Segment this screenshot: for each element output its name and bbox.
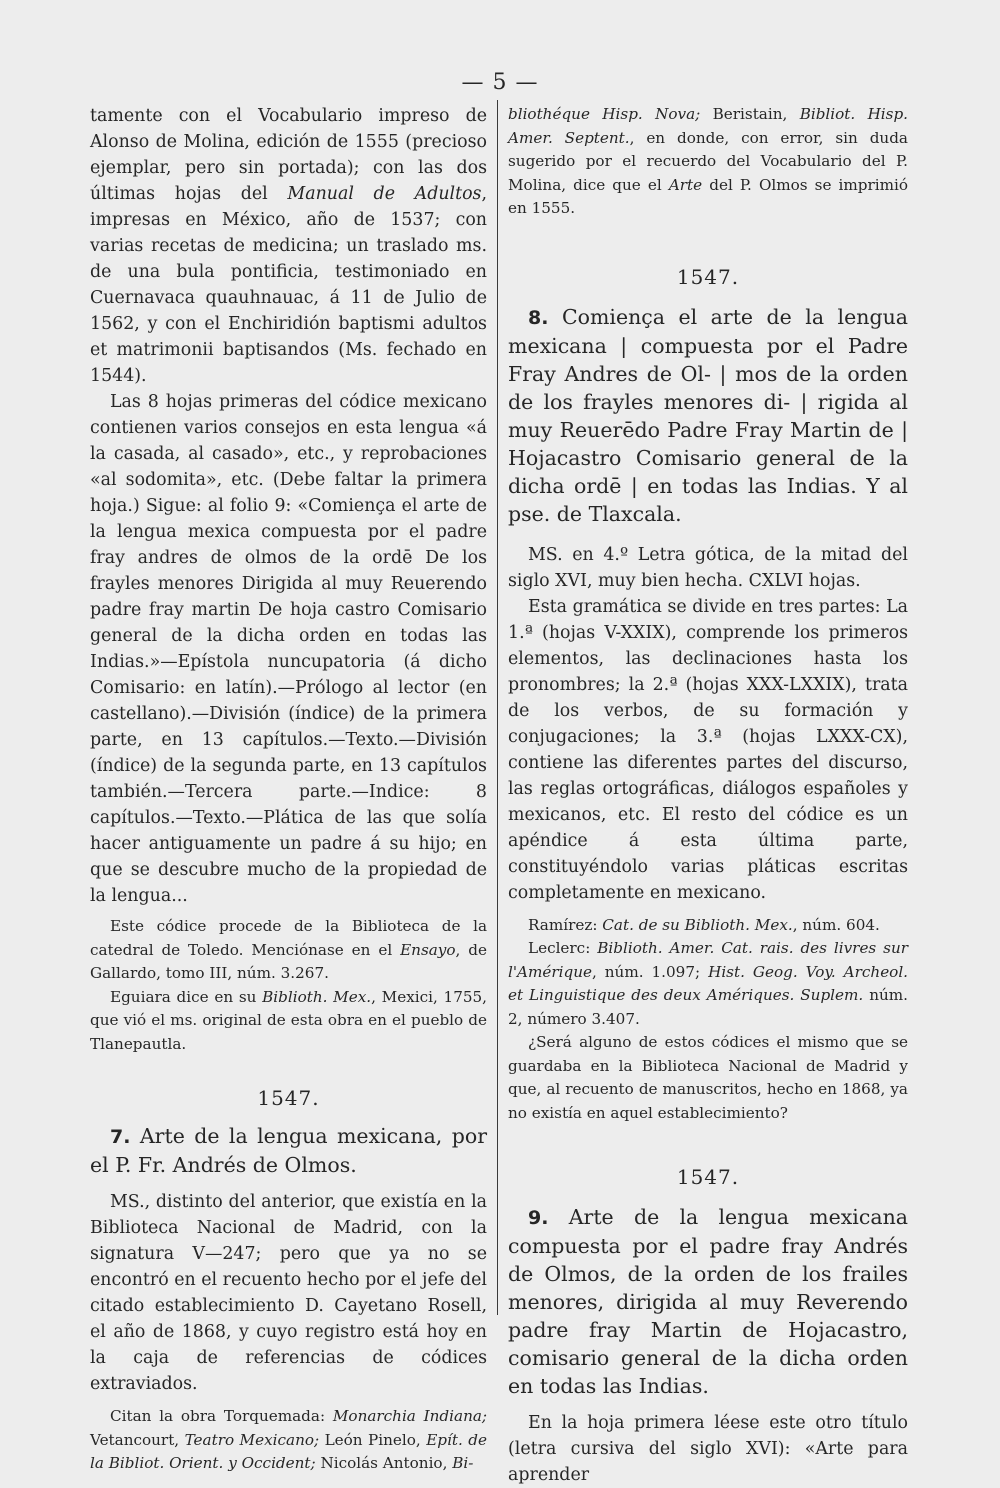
text-span: Arte de la lengua mexicana compuesta por el padre fray Andrés de Olmos, de la orden de los frailes menores, dirigida al muy Reverendo padre fray Martin de Hojacastro, comisario general de la dicha orden en todas las Indias. [508, 1205, 908, 1398]
year-heading-8: 1547. [676, 264, 740, 289]
text-span: , Mexici, 1755, que vió el ms. original de esta obra en el pueblo de Tlanepautla. [90, 987, 488, 1053]
year-heading-9: 1547. [676, 1165, 740, 1189]
note-4 [508, 914, 908, 938]
text-span: núm. 2, número 3.407. [508, 986, 909, 1028]
left-column [90, 103, 487, 1476]
book-title: Arte [668, 175, 703, 194]
book-title: bliothéque Hisp. Nova; [508, 105, 701, 123]
text-span: León Pinelo, [324, 1430, 421, 1449]
text-span: Arte de la lengua mexicana, por el P. Fr. Andrés de Olmos. [90, 1124, 487, 1177]
note-6: ¿Será alguno de estos códices el mismo que se guardaba en la Biblioteca Nacional de Madrid y que, al recuento de manuscritos, hecho en 1868, ya no existía en aquel establecimiento? [508, 1033, 908, 1122]
entry-7-body: MS., distinto del anterior, que existía en la Biblioteca Nacional de Madrid, con la signatura V—247; pero que ya no se encontró en el recuento hecho por el jefe del citado establecimiento D. Cayetano Rosell, el año de 1868, y cuyo registro está hoy en la caja de referencias de códices extraviados. [90, 1192, 487, 1394]
note-3 [90, 1405, 487, 1476]
text-span: Ramírez: [528, 915, 598, 934]
right-column [508, 103, 908, 1488]
entry-8-desc-1: MS. en 4.º Letra gótica, de la mitad del siglo XVI, muy bien hecha. CXLVI hojas. [508, 544, 908, 591]
entry-number: 9. [528, 1207, 549, 1229]
year-heading-7: 1547. [257, 1086, 320, 1110]
entry-8-title [508, 303, 908, 528]
book-title: Biblioth. Mex. [262, 987, 372, 1006]
note-1 [90, 915, 487, 986]
note-5 [508, 937, 908, 1031]
text-span: , impresas en México, año de 1537; con varias recetas de medicina; un traslado ms. de una bula pontificia, testimoniado en Cuernavaca quauhnauac, á 11 de Julio de 1562, y con el Enchiridión baptismi adultos et matrimonii baptisandos (Ms. fechado en 1544). [90, 184, 488, 386]
text-span: Eguiara dice en su [110, 987, 257, 1006]
text-span: del P. Olmos se imprimió en 1555. [508, 175, 909, 217]
text-span: Vetancourt, [90, 1430, 180, 1449]
text-span: Nicolás Antonio, [320, 1454, 448, 1472]
book-title: Bi- [452, 1454, 474, 1472]
text-span: Este códice procede de la Biblioteca de la catedral de Toledo. Menciónase en el [90, 917, 487, 959]
entry-number: 8. [528, 306, 549, 329]
book-title: Ensayo [400, 940, 456, 959]
text-span: tamente con el Vocabulario impreso de Alonso de Molina, edición de 1555 (precioso ejemplar, pero sin portada); con las dos últimas hojas del [90, 106, 487, 204]
text-span: , núm. 1.097; [592, 962, 701, 981]
text-span: Beristain, [712, 105, 788, 123]
book-title: Hist. Geog. Voy. Archeol. et Linguistique des deux Amériques. Suplem. [508, 962, 909, 1004]
book-title: Biblioth. Amer. Cat. rais. des livres sur l'Amérique [508, 939, 908, 981]
left-paragraph-1 [90, 103, 487, 389]
entry-8-desc-2: Esta gramática se divide en tres partes: La 1.ª (hojas V-XXIX), comprende los primeros elementos, las declinaciones hasta los pronombres; la 2.ª (hojas XXX-LXXIX), trata de los verbos, de su formación y conjugaciones; la 3.ª (hojas LXXX-CX), contiene las diferentes partes del discurso, las reglas ortográficas, diálogos españoles y mexicanos, etc. El resto del códice es un apéndice á esta última parte, constituyéndolo varias pláticas escritas completamente en mexicano. [508, 596, 908, 903]
book-title: Bibliot. Hisp. Amer. Septent. [508, 105, 909, 147]
entry-9-title [508, 1203, 908, 1400]
text-span: , en donde, con error, sin duda sugerido por el recuerdo del Vocabulario del P. Molina, dice que el [508, 128, 908, 194]
note-2 [90, 986, 487, 1057]
left-paragraph-2: Las 8 hojas primeras del códice mexicano contienen varios consejos en esta lengua «á la casada, al casado», etc., y reprobaciones «al sodomita», etc. (Debe faltar la primera hoja.) Sigue: al folio 9: «Comiença el arte de la lengua mexica compuesta por el padre fray andres de olmos de la ordē De los frayles menores Dirigida al muy Reuerendo padre fray martin De hoja castro Comisario general de la dicha orden en todas las Indias.»—Epístola nuncupatoria (á dicho Comisario: en latín).—Prólogo al lector (en castellano).—División (índice) de la primera parte, en 13 capítulos.—Texto.—División (índice) de la segunda parte, en 13 capítulos también.—Tercera parte.—Indice: 8 capítulos.—Texto.—Plática de las que solía hacer antiguamente un padre á su hijo; en que se descubre mucho de la propiedad de la lengua... [90, 392, 487, 906]
book-title: Teatro Mexicano; [184, 1430, 320, 1449]
text-span: , núm. 604. [792, 915, 880, 934]
book-title: Monarchia Indiana; [332, 1407, 488, 1425]
text-span: , de Gallardo, tomo III, núm. 3.267. [90, 940, 487, 982]
text-span: Leclerc: [528, 939, 591, 957]
column-divider [497, 100, 498, 1315]
entry-7-title [90, 1122, 487, 1179]
book-title: Manual de Adultos [287, 184, 482, 204]
entry-number: 7. [110, 1126, 131, 1148]
book-title: Cat. de su Biblioth. Mex. [602, 915, 793, 934]
page-number: — 5 — [461, 70, 539, 95]
book-title: Epít. de la Bibliot. Orient. y Occident; [90, 1430, 487, 1472]
entry-9-body: En la hoja primera léese este otro título (letra cursiva del siglo XVI): «Arte para aprender [508, 1413, 908, 1485]
text-span: Citan la obra Torquemada: [110, 1407, 326, 1425]
note-continuation [508, 103, 908, 221]
text-span: Comiença el arte de la lengua mexicana | compuesta por el Padre Fray Andres de Ol- | mos de la orden de los frayles menores di- | rigida al muy Reuerēdo Padre Fray Martin de | Hojacastro Comisario general de la dicha ordē | en todas las Indias. Y al pse. de Tlaxcala. [508, 304, 908, 526]
